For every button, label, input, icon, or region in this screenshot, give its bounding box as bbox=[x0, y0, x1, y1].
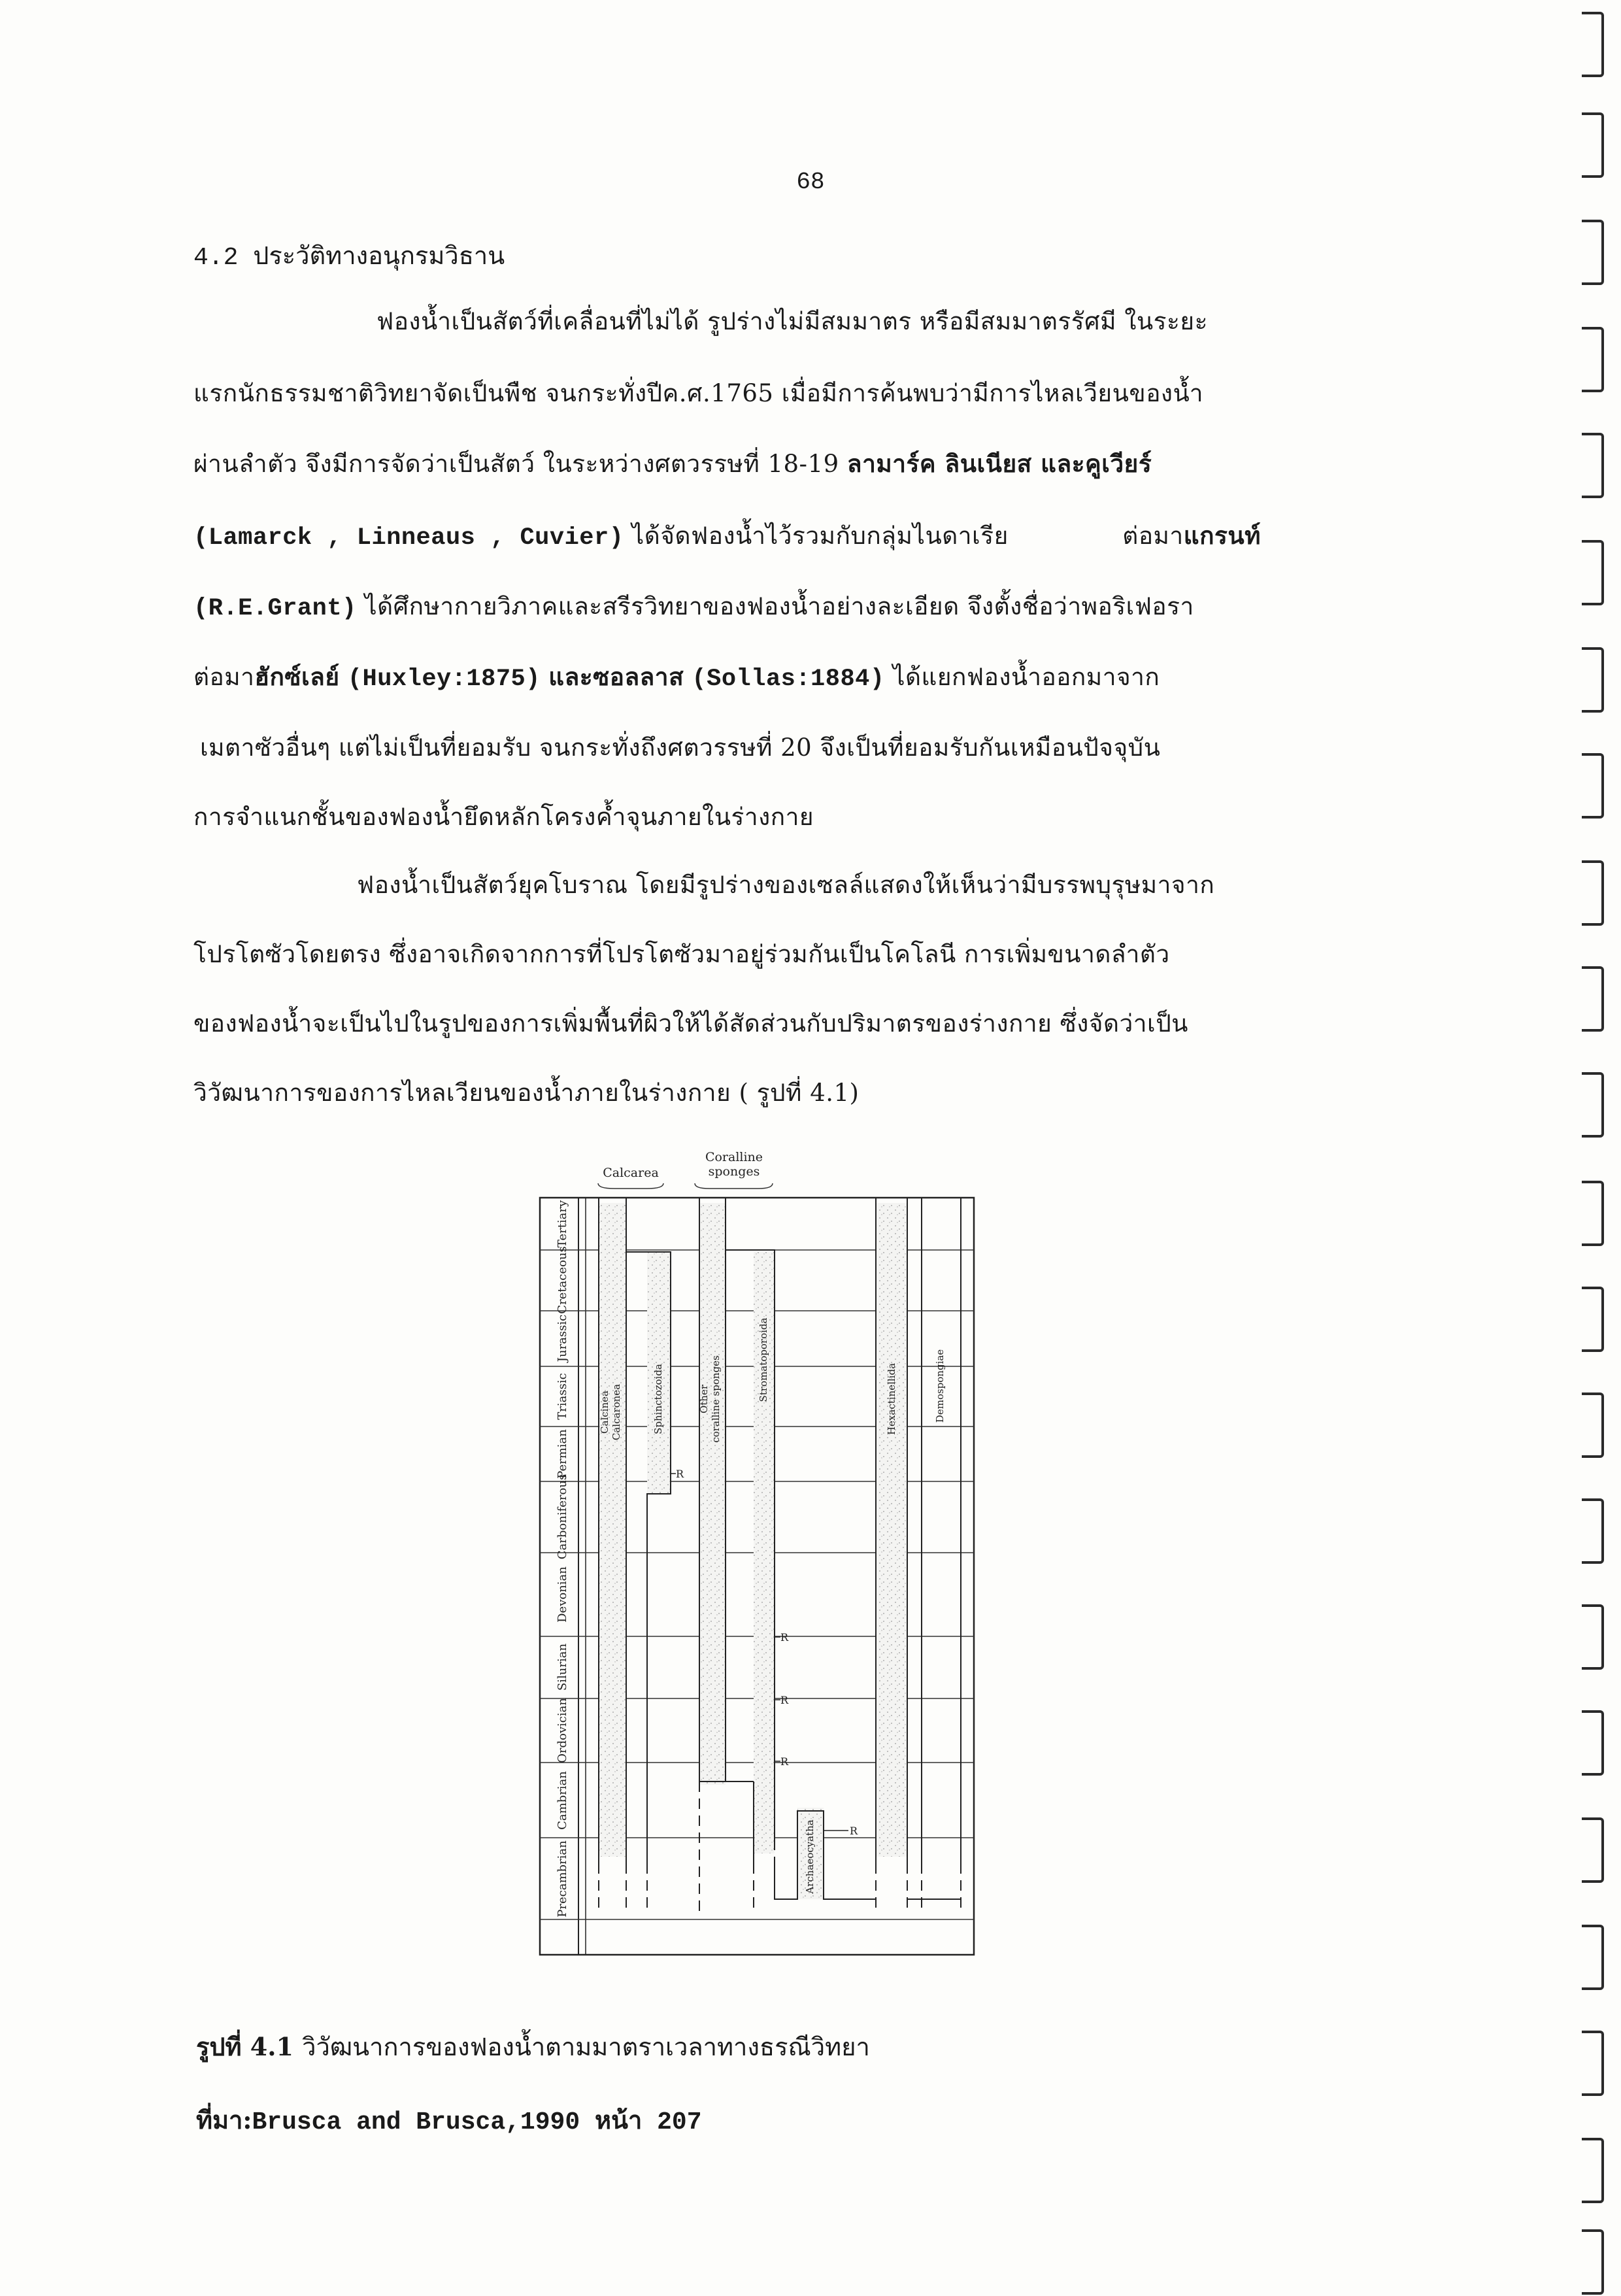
p1-line-7: เมตาซัวอื่นๆ แต่ไม่เป็นที่ยอมรับ จนกระทั่งถึงศตวรรษที่ 20 จึงเป็นที่ยอมรับกันเหมือนปัจจุบัน bbox=[200, 734, 1161, 762]
p1-line-4-text: ได้จัดฟองน้ำไว้รวมกับกลุ่มไนดาเรีย bbox=[631, 522, 1009, 550]
bar-other-coralline bbox=[699, 1203, 726, 1785]
grant-en: (R.E.Grant) bbox=[193, 595, 357, 622]
p2-line-3: ของฟองน้ำจะเป็นไปในรูปของการเพิ่มพื้นที่ผิวให้ได้สัดส่วนกับปริมาตรของร่างกาย ซึ่งจัดว่าเป็น bbox=[193, 1009, 1188, 1038]
page-number: 68 bbox=[796, 169, 825, 195]
huxley-th: ฮักซ์เลย์ bbox=[254, 662, 340, 691]
period-permian: Permian bbox=[556, 1429, 569, 1479]
p1-line-6-then: ต่อมา bbox=[193, 663, 255, 691]
p1-line-3 bbox=[193, 445, 1152, 483]
p1-line-6-text: ได้แยกฟองน้ำออกมาจาก bbox=[892, 663, 1160, 691]
figure-caption bbox=[196, 2027, 870, 2067]
section-heading: 4.2 ประวัติทางอนุกรมวิธาน bbox=[193, 244, 505, 272]
p1-line-8: การจำแนกชั้นของฟองน้ำยึดหลักโครงค้ำจุนภายในร่างกาย bbox=[193, 803, 814, 831]
period-silurian: Silurian bbox=[556, 1643, 569, 1691]
taxon-calcaronea: Calcaronea bbox=[610, 1383, 622, 1441]
p1-line-2: แรกนักธรรมชาติวิทยาจัดเป็นพืช จนกระทั่งปีค.ศ.1765 เมื่อมีการค้นพบว่ามีการไหลเวียนของน้ำ bbox=[193, 379, 1204, 407]
reef-marker-2: R bbox=[780, 1631, 789, 1644]
period-triassic: Triassic bbox=[556, 1373, 569, 1420]
taxon-coralline-sponges: coralline sponges bbox=[710, 1355, 722, 1443]
period-carboniferous: Carboniferous bbox=[556, 1474, 569, 1560]
names-en: (Lamarck , Linneaus , Cuvier) bbox=[193, 524, 624, 552]
caption-label: รูปที่ 4.1 bbox=[196, 2032, 293, 2061]
label-coralline: Coralline bbox=[705, 1150, 763, 1164]
lamarck-names-th: ลามาร์ค ลินเนียส และคูเวียร์ bbox=[846, 449, 1152, 478]
source-label: ที่มา: bbox=[196, 2105, 252, 2135]
label-calcarea: Calcarea bbox=[603, 1166, 659, 1180]
bar-hexactinellida bbox=[876, 1203, 907, 1857]
p2-line-1: ฟองน้ำเป็นสัตว์ยุคโบราณ โดยมีรูปร่างของเซลล์แสดงให้เห็นว่ามีบรรพบุรุษมาจาก bbox=[357, 871, 1215, 899]
bar-calcarea bbox=[599, 1203, 626, 1857]
p2-line-2: โปรโตซัวโดยตรง ซึ่งอาจเกิดจากการที่โปรโตซัวมาอยู่ร่วมกันเป็นโคโลนี การเพิ่มขนาดลำตัว bbox=[193, 940, 1170, 968]
taxon-demospongiae: Demospongiae bbox=[934, 1349, 946, 1423]
p1-line-6 bbox=[193, 658, 1160, 696]
taxon-archaeocyatha: Archaeocyatha bbox=[804, 1819, 816, 1894]
reef-marker-4: R bbox=[780, 1755, 789, 1768]
figure-source bbox=[196, 2100, 702, 2140]
taxon-calcinea: Calcinea bbox=[599, 1391, 610, 1434]
p1-line-4 bbox=[193, 516, 1261, 555]
p1-line-5-text: ได้ศึกษากายวิภาคและสรีรวิทยาของฟองน้ำอย่างละเอียด จึงตั้งชื่อว่าพอริเฟอรา bbox=[365, 592, 1194, 620]
taxon-stromatoporoida: Stromatoporoida bbox=[758, 1317, 769, 1402]
period-ordovician: Ordovician bbox=[556, 1698, 569, 1763]
period-cretaceous: Cretaceous bbox=[556, 1246, 569, 1314]
period-jurassic: Jurassic bbox=[556, 1314, 569, 1362]
period-devonian: Devonian bbox=[556, 1566, 569, 1623]
figure-4-1 bbox=[510, 1138, 1007, 1961]
label-sponges: sponges bbox=[708, 1164, 760, 1179]
sollas-th: และซอลลาส bbox=[548, 662, 684, 691]
period-precambrian: Precambrian bbox=[556, 1840, 569, 1917]
caption-text: วิวัฒนาการของฟองน้ำตามมาตราเวลาทางธรณีวิทยา bbox=[302, 2033, 870, 2061]
period-cambrian: Cambrian bbox=[556, 1771, 569, 1830]
period-tertiary: Tertiary bbox=[556, 1200, 569, 1248]
p1-line-1: ฟองน้ำเป็นสัตว์ที่เคลื่อนที่ไม่ได้ รูปร่างไม่มีสมมาตร หรือมีสมมาตรรัศมี ในระยะ bbox=[376, 307, 1208, 335]
p1-line-5 bbox=[193, 587, 1194, 626]
taxon-other: Other bbox=[698, 1384, 710, 1414]
reef-marker-5: R bbox=[850, 1825, 858, 1837]
taxon-sphinctozoida: Sphinctozoida bbox=[652, 1364, 664, 1434]
huxley-en: (Huxley:1875) bbox=[347, 666, 541, 693]
p1-line-3-text: ผ่านลำตัว จึงมีการจัดว่าเป็นสัตว์ ในระหว่างศตวรรษที่ 18-19 bbox=[193, 450, 839, 478]
taxon-hexactinellida: Hexactinellida bbox=[886, 1362, 897, 1436]
reef-marker-1: R bbox=[676, 1468, 684, 1480]
reef-marker-3: R bbox=[780, 1694, 789, 1706]
then-word: ต่อมา bbox=[1122, 522, 1184, 550]
grant-th: แกรนท์ bbox=[1183, 521, 1262, 550]
source-text: Brusca and Brusca,1990 หน้า 207 bbox=[252, 2108, 702, 2136]
p2-line-4: วิวัฒนาการของการไหลเวียนของน้ำภายในร่างกาย ( รูปที่ 4.1) bbox=[193, 1079, 860, 1107]
sollas-en: (Sollas:1884) bbox=[692, 666, 885, 693]
